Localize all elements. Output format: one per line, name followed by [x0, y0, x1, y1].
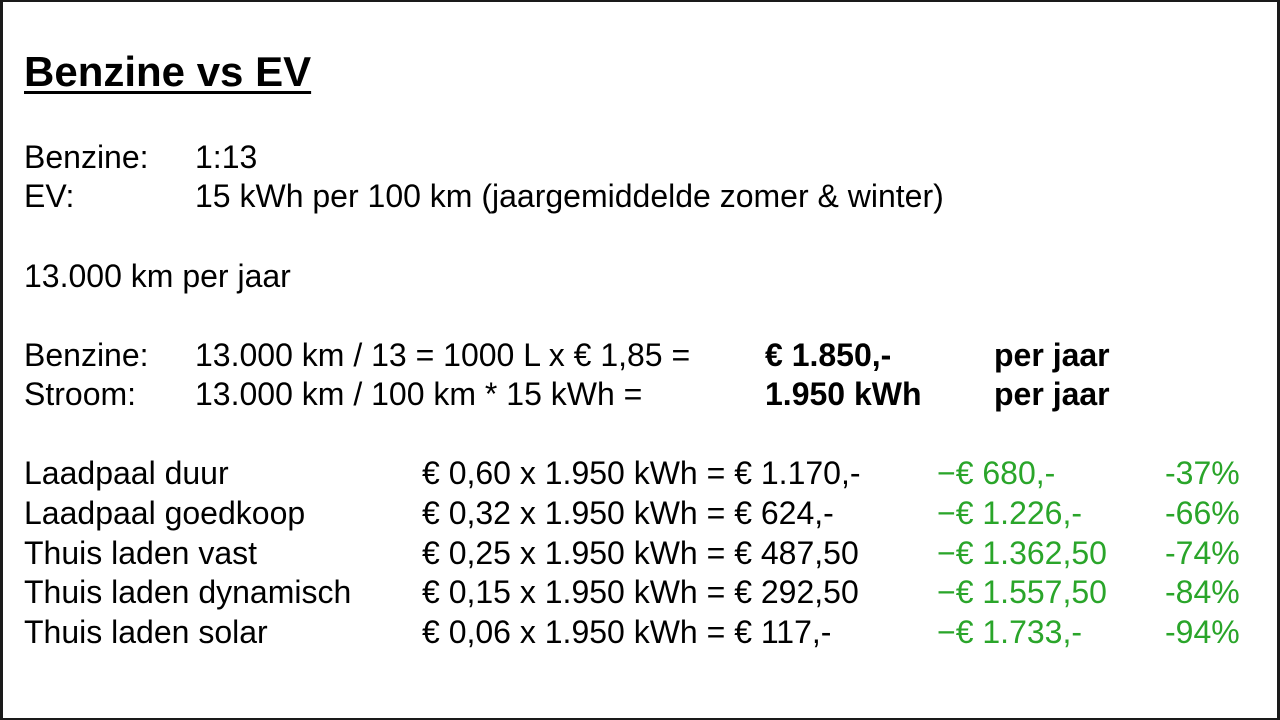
yearly-distance: 13.000 km per jaar	[24, 258, 291, 294]
option-saving: −€ 1.362,50	[937, 535, 1107, 571]
option-saving: −€ 1.557,50	[937, 574, 1107, 610]
consumption-value-benzine: 1:13	[195, 139, 258, 175]
consumption-label-benzine: Benzine:	[24, 139, 149, 175]
yearly-label-stroom: Stroom:	[24, 376, 137, 412]
option-percent: -66%	[1165, 495, 1240, 531]
option-calc: € 0,15 x 1.950 kWh = € 292,50	[422, 574, 859, 610]
yearly-unit-benzine: per jaar	[994, 337, 1110, 373]
consumption-value-ev: 15 kWh per 100 km (jaargemiddelde zomer & winter)	[195, 178, 944, 214]
option-calc: € 0,60 x 1.950 kWh = € 1.170,-	[422, 455, 861, 491]
option-saving: −€ 680,-	[937, 455, 1056, 491]
yearly-result-stroom: 1.950 kWh	[765, 376, 922, 412]
consumption-label-ev: EV:	[24, 178, 75, 214]
option-percent: -37%	[1165, 455, 1240, 491]
page-title: Benzine vs EV	[24, 48, 312, 95]
option-percent: -84%	[1165, 574, 1240, 610]
option-saving: −€ 1.226,-	[937, 495, 1082, 531]
yearly-calc-benzine: 13.000 km / 13 = 1000 L x € 1,85 =	[195, 337, 691, 373]
option-calc: € 0,32 x 1.950 kWh = € 624,-	[422, 495, 834, 531]
option-name: Laadpaal duur	[24, 455, 229, 491]
yearly-unit-stroom: per jaar	[994, 376, 1110, 412]
option-calc: € 0,25 x 1.950 kWh = € 487,50	[422, 535, 859, 571]
slide	[3, 2, 1277, 718]
option-percent: -94%	[1165, 614, 1240, 650]
yearly-label-benzine: Benzine:	[24, 337, 149, 373]
option-calc: € 0,06 x 1.950 kWh = € 117,-	[422, 614, 832, 650]
option-name: Thuis laden solar	[24, 614, 268, 650]
option-name: Laadpaal goedkoop	[24, 495, 306, 531]
option-name: Thuis laden dynamisch	[24, 574, 352, 610]
option-saving: −€ 1.733,-	[937, 614, 1082, 650]
option-name: Thuis laden vast	[24, 535, 258, 571]
yearly-calc-stroom: 13.000 km / 100 km * 15 kWh =	[195, 376, 643, 412]
yearly-result-benzine: € 1.850,-	[765, 337, 892, 373]
option-percent: -74%	[1165, 535, 1240, 571]
